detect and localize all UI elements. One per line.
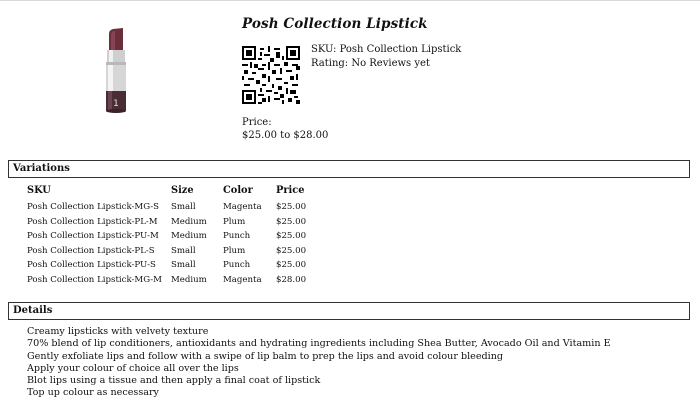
row-size: Medium — [171, 216, 207, 227]
list-item: Gently exfoliate lips and follow with a swipe of lip balm to prep the lips and avoid colour bleeding — [27, 350, 504, 362]
row-color: Punch — [223, 260, 251, 271]
row-sku: Posh Collection Lipstick-MG-S — [27, 202, 160, 213]
row-sku: Posh Collection Lipstick-PL-M — [27, 216, 158, 227]
price-label: Price: — [242, 117, 272, 128]
qr-code — [242, 46, 300, 104]
list-item: Blot lips using a tissue and then apply a final coat of lipstick — [27, 375, 321, 387]
table-row — [24, 258, 320, 273]
row-color: Magenta — [223, 202, 262, 213]
row-color: Magenta — [223, 274, 262, 285]
details-list — [27, 326, 611, 400]
row-price: $25.00 — [276, 216, 307, 227]
details-header: Details — [8, 302, 690, 320]
row-sku: Posh Collection Lipstick-PU-M — [27, 231, 159, 242]
column-header-size: Size — [171, 184, 194, 196]
row-size: Small — [171, 260, 196, 271]
price-value: $25.00 to $28.00 — [242, 130, 329, 141]
row-price: $28.00 — [276, 274, 307, 285]
row-sku: Posh Collection Lipstick-PU-S — [27, 260, 156, 271]
row-price: $25.00 — [276, 260, 307, 271]
table-row — [24, 200, 320, 215]
variations-header: Variations — [8, 160, 690, 178]
row-price: $25.00 — [276, 231, 307, 242]
row-price: $25.00 — [276, 202, 307, 213]
product-rating: Rating: No Reviews yet — [311, 58, 430, 69]
column-header-price: Price — [276, 184, 305, 196]
row-size: Medium — [171, 231, 207, 242]
table-row — [24, 244, 320, 259]
row-color: Punch — [223, 231, 251, 242]
variations-header-row — [24, 184, 320, 200]
row-color: Plum — [223, 245, 246, 256]
list-item: 70% blend of lip conditioners, antioxidants and hydrating ingredients including Shea Butter, Avocado Oil and Vitamin E — [27, 338, 611, 350]
top-divider — [0, 0, 700, 1]
column-header-sku: SKU — [27, 184, 51, 196]
list-item: Apply your colour of choice all over the lips — [27, 362, 239, 374]
table-row — [24, 229, 320, 244]
product-image[interactable] — [96, 28, 136, 114]
product-title: Posh Collection Lipstick — [242, 16, 428, 32]
table-row — [24, 273, 320, 288]
row-size: Small — [171, 245, 196, 256]
row-sku: Posh Collection Lipstick-PL-S — [27, 245, 155, 256]
row-color: Plum — [223, 216, 246, 227]
table-row — [24, 215, 320, 230]
row-size: Medium — [171, 274, 207, 285]
variations-table — [24, 184, 320, 287]
row-size: Small — [171, 202, 196, 213]
list-item: Creamy lipsticks with velvety texture — [27, 326, 209, 337]
row-price: $25.00 — [276, 245, 307, 256]
product-sku: SKU: Posh Collection Lipstick — [311, 44, 462, 55]
row-sku: Posh Collection Lipstick-MG-M — [27, 274, 162, 285]
list-item: Top up colour as necessary — [27, 387, 159, 399]
column-header-color: Color — [223, 184, 253, 196]
product-image-number: 1 — [113, 99, 119, 109]
